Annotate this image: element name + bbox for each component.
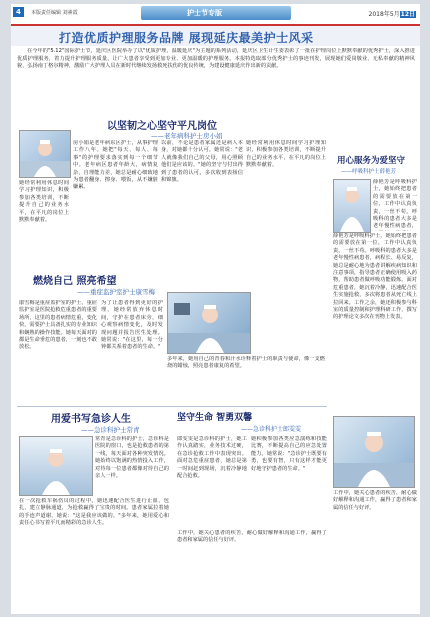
article3-col-b: 为了让患者得到更好的护理，她经常放弃休息时间，守护在患者床旁，细心观察病情变化，及时发现问题并报告医生处理。她常说："在这里，每一分钟都关系着患者的生命。" [101,300,163,351]
section-banner-label: 护士节专版 [187,9,222,17]
article5-title: 坚守生命 智勇双馨 [177,413,253,423]
article1-title: 以坚韧之心坚守平凡岗位 [107,121,217,132]
article1-col-b: 以前，不论是患者家属还是病人本身，对她都十分认可。她常说："老人就像我们自己的父母，用心照顾他们是应该的。"她的坚守与付出得到了患者的认可，多次收到表扬信和锦旗。 [161,140,243,184]
intro-paragraph: 在今年的"5.12"国际护士节，延庆区医院举办了以"优质护理，温暖延庆"为主题的系列活动，延庆区卫生计生委表彰了一批在护理岗位上默默奉献的优秀护士，深入推进优质护理服务，着力提升护理服务质量，让广大患者享受到更加专业、更加温暖的护理服务。本报特选取部分优秀护士的事迹刊发，展现她们爱岗敬业、无私奉献的精神风貌，弘扬南丁格尔精神，激励广大护理人员在新时代继续发扬救死扶伤的优良传统，为建设健康延庆作出新的贡献。 [17,48,415,69]
newspaper-page [11,4,420,614]
nurse-photo-3 [167,292,251,354]
article5-subtitle: ——急诊科护士郎雯雯 [241,426,302,433]
page-number: 4 [13,7,24,17]
nurse-photo-2 [333,179,371,233]
article2-subtitle: ——呼吸科护士薛艳芳 [341,169,397,175]
article3-title: 燃烧自己 照亮希望 [33,276,117,287]
article3-col-a: 康雪梅是重症监护室的护士，重症监护室是医院抢救危重患者的重要场所，这里的患者病情危重，变化快，需要护士具备扎实的专业知识和娴熟的操作技能。她每天面对的都是生命垂危的患者，一刻也不敢放松。 [19,300,97,351]
article4-subtitle: ——急诊科护士常青 [81,426,140,434]
headline: 打造优质护理服务品牌 展现延庆最美护士风采 [59,31,314,45]
article3-col-c: 多年来，她用自己的青春和汗水诠释着护士的职责与使命，像一支燃烧的蜡烛，照亮患者康复的希望。 [167,356,325,370]
article5-col-c: 工作中，她关心患者的疾苦，耐心做好解释和沟通工作，赢得了患者和家属的信任与好评。 [177,530,327,544]
article1-subtitle: ——老年病科护士房小娟 [151,132,223,140]
headline-area [11,26,420,46]
article5-col-d: 工作中，她关心患者的疾苦，耐心做好解释和沟通工作，赢得了患者和家属的信任与好评。 [333,490,417,511]
article2-title: 用心服务为爱坚守 [337,156,406,166]
article2-col-top: 薛艳芳是呼吸科护士，她始终把患者的需要放在第一位，工作中认真负责，一丝不苟。呼吸科的患者大多是老年慢性病患者， [373,179,417,230]
article4-title: 用爱书写急诊人生 [51,414,131,425]
editor-credit: 本版责任编辑 刘素霞 [31,10,78,16]
issue-date [369,9,416,18]
nurse-photo-2-icon [334,180,370,232]
nurse-photo-1-icon [20,131,70,177]
article4-col-a: 常青是急诊科的护士，急诊科是医院的窗口，也是抢救患者的第一线，每天面对各种突发情况。她始终以饱满的热情投入工作，对待每一位患者都像对待自己的亲人一样。 [95,436,169,480]
nurse-photo-5-icon [334,417,414,487]
section-banner [141,6,291,20]
article1-col-lead: 她经常利用休息时间学习护理知识，积极参加各类培训，不断提升自己的业务水平，在平凡的岗位上默默奉献着。 [19,180,69,224]
nurse-photo-5 [333,416,415,488]
section-divider [17,406,327,407]
nurse-photo-3-icon [168,293,250,353]
issue-date-day: 12日 [400,11,415,18]
article5-col-a: 郎雯雯是急诊科的护士，她工作认真踏实，业务技术过硬，在急诊抢救工作中表现突出。面对急危重症患者，她总是第一时间赶到现场，沉着冷静地配合抢救。 [177,436,247,480]
issue-date-label: 2018年5月 [368,11,400,18]
nurse-photo-1 [19,130,71,178]
article4-col-b: 在一次抢救车祸伤员的过程中，她迅速配合医生进行止血、包扎、建立静脉通道，为抢救赢得了宝贵的时间。患者家属拉着她的手连声道谢，她说："这是我应该做的。"多年来，她用爱心和责任心书写着平凡而精彩的急诊人生。 [19,498,169,527]
article2-col-main: 薛艳芳是呼吸科护士，她始终把患者的需要放在第一位，工作中认真负责，一丝不苟。呼吸科的患者大多是老年慢性病患者，病程长、易反复，她总是耐心地为患者讲解疾病知识和注意事项，指导患者正确使用吸入药物，帮助患者做呼吸功能锻炼。面对危重患者，她沉着冷静，迅速配合医生实施抢救，多次将患者从死亡线上拉回来。工作之余，她还积极参与科室的质量控制和护理科研工作，撰写的护理论文多次在刊物上发表。 [333,233,417,321]
nurse-photo-4 [19,436,93,496]
article3-subtitle: ——重症监护室护士康雪梅 [77,288,155,296]
page-header [11,4,420,26]
article1-col-c: 她经常利用休息时间学习护理知识，积极参加各类培训，不断提升自己的业务水平，在平凡的岗位上默默奉献着。 [246,140,326,169]
article1-col-a: 房小娟是老年病东区护士，从事护理工作八年。她把"每天、每人、每事"的护理要求落实到每一个细节中。老年病区患者年龄大，病情复杂，自理能力差，她总是耐心细致地为患者翻身、擦身、喂饭，从不嫌脏嫌累。 [73,140,158,191]
article5-col-b: 她积极参加各类应急演练和技能比赛，不断提高自己的应急处置能力。她常说："急诊护士既要有勇，也要有智，只有这样才能更好地守护患者的生命。" [251,436,327,472]
nurse-photo-4-icon [20,437,92,495]
